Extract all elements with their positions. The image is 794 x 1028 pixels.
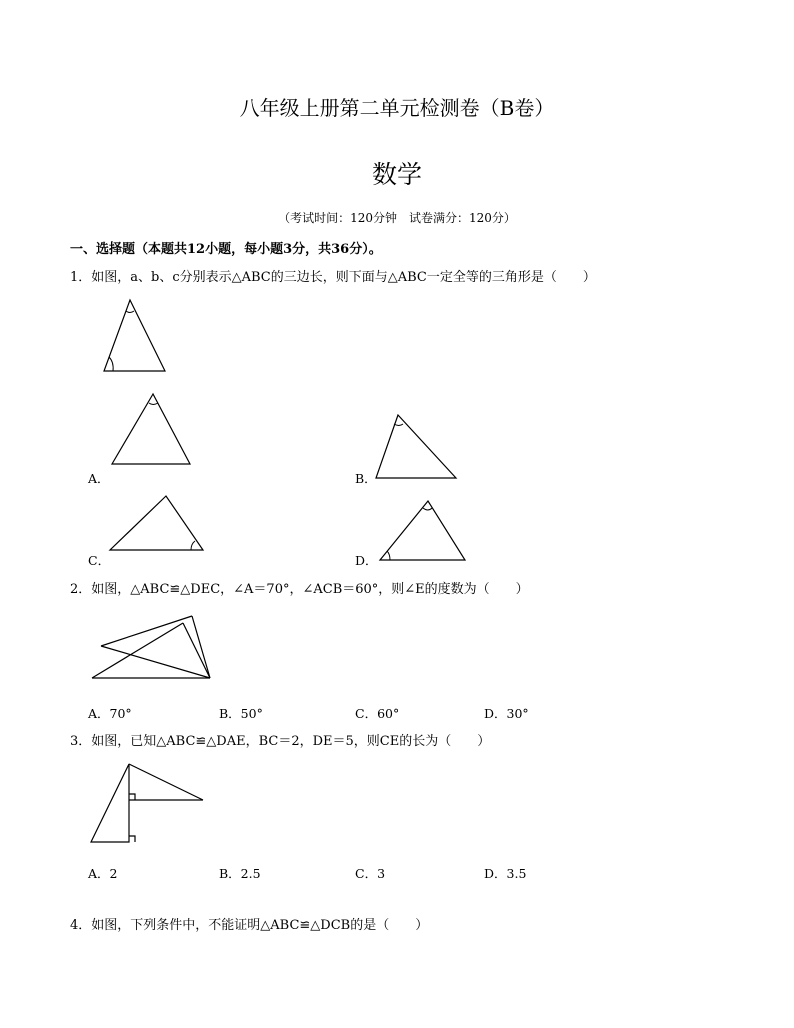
q1-option-c[interactable]: C． <box>88 553 111 568</box>
question-4-stem: 4．如图，下列条件中，不能证明△ABC≌△DCB的是（ ） <box>70 918 429 933</box>
q3-option-c[interactable]: C．3 <box>355 866 386 881</box>
q3-option-b[interactable]: B．2.5 <box>219 866 261 881</box>
q3-option-d[interactable]: D．3.5 <box>484 866 527 881</box>
question-1-stem: 1．如图，a、b、c分别表示△ABC的三边长，则下面与△ABC一定全等的三角形是（ ） <box>70 270 596 285</box>
q2-option-a[interactable]: A．70° <box>88 706 132 721</box>
q2-option-d[interactable]: D．30° <box>484 706 529 721</box>
q1-option-b[interactable]: B． <box>355 471 377 486</box>
q2-option-b[interactable]: B．50° <box>219 706 263 721</box>
q1-option-a[interactable]: A． <box>88 471 110 486</box>
q1-option-a-triangle-figure <box>104 388 204 478</box>
q1-option-d-triangle-figure <box>374 495 474 565</box>
q2-congruent-triangles-figure <box>86 600 226 695</box>
q1-option-c-triangle-figure <box>104 490 214 560</box>
question-2-stem: 2．如图，△ABC≌△DEC，∠A＝70°，∠ACB＝60°，则∠E的度数为（ ） <box>70 582 529 597</box>
q1-main-triangle-figure <box>86 290 186 390</box>
q3-option-a[interactable]: A．2 <box>88 866 118 881</box>
page-title: 八年级上册第二单元检测卷（B卷） <box>239 96 555 120</box>
exam-info: （考试时间：120分钟 试卷满分：120分） <box>278 211 516 225</box>
q1-option-d[interactable]: D． <box>355 553 378 568</box>
q2-option-c[interactable]: C．60° <box>355 706 400 721</box>
section-heading: 一、选择题（本题共12小题，每小题3分，共36分）。 <box>70 242 382 257</box>
subject-title: 数学 <box>371 160 422 189</box>
question-3-stem: 3．如图，已知△ABC≌△DAE，BC＝2，DE＝5，则CE的长为（ ） <box>70 734 491 749</box>
q3-congruent-triangles-figure <box>86 750 226 858</box>
q1-option-b-triangle-figure <box>365 410 465 490</box>
